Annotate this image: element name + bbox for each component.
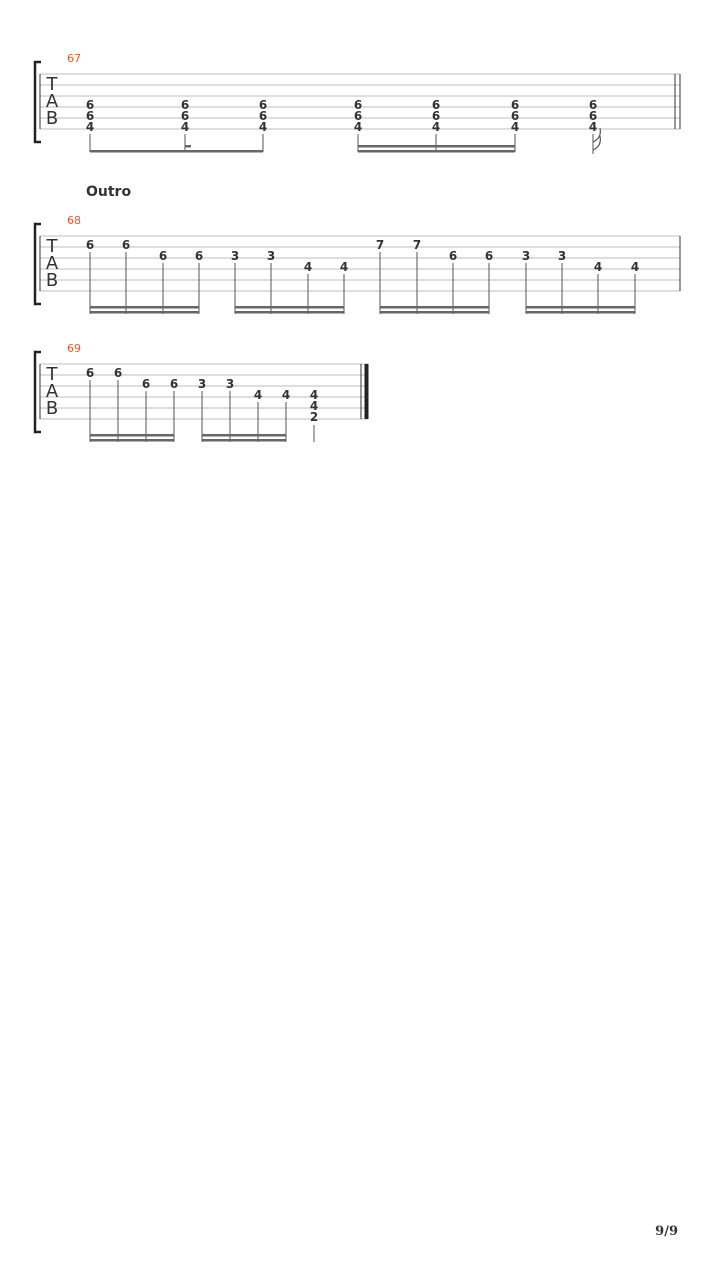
measure-number: 68 [67,214,81,227]
fret-number: 6 [121,238,131,252]
fret-number: 4 [630,260,640,274]
note-flag [593,136,600,150]
fret-number: 6 [169,377,179,391]
fret-number: 4 [510,120,520,134]
system-3 [35,342,369,442]
fret-number: 4 [180,120,190,134]
note-beam [526,311,635,314]
measure-number: 69 [67,342,81,355]
tab-clef-t: T [46,236,58,257]
fret-number: 4 [85,120,95,134]
fret-number: 6 [194,249,204,263]
note-beam [235,306,344,309]
note-beam [90,434,174,437]
fret-number: 4 [281,388,291,402]
fret-number: 4 [253,388,263,402]
note-beam-stub [185,145,191,148]
tab-clef-a: A [45,381,59,402]
note-beam [90,150,263,153]
fret-number: 4 [431,120,441,134]
fret-number: 6 [180,109,190,123]
tab-clef-t: T [46,74,58,95]
fret-number: 4 [353,120,363,134]
fret-number: 6 [141,377,151,391]
fret-number: 6 [158,249,168,263]
tab-clef-b: B [45,108,59,129]
fret-number: 3 [197,377,207,391]
tab-clef-b: B [45,270,59,291]
tab-clef-a: A [45,91,59,112]
note-beam [358,150,515,153]
fret-number: 6 [484,249,494,263]
fret-number: 4 [309,399,319,413]
fret-number: 4 [258,120,268,134]
fret-number: 7 [375,238,385,252]
final-barline-thick [365,364,369,419]
fret-number: 4 [309,388,319,402]
fret-number: 3 [557,249,567,263]
fret-number: 6 [431,98,441,112]
note-beam [90,311,199,314]
fret-number: 6 [510,109,520,123]
note-beam [90,439,174,442]
note-beam [90,306,199,309]
fret-number: 3 [521,249,531,263]
tab-clef-b: B [45,398,59,419]
fret-number: 6 [85,109,95,123]
system-2 [35,214,680,314]
section-label-outro: Outro [86,184,132,200]
fret-number: 2 [309,410,319,424]
fret-number: 6 [588,109,598,123]
fret-number: 6 [448,249,458,263]
note-beam [235,311,344,314]
fret-number: 6 [85,98,95,112]
fret-number: 6 [85,238,95,252]
page-number: 9/9 [655,1224,678,1239]
measure-number: 67 [67,52,81,65]
fret-number: 6 [258,98,268,112]
fret-number: 4 [303,260,313,274]
note-beam [202,434,286,437]
fret-number: 6 [510,98,520,112]
fret-number: 6 [353,109,363,123]
tab-clef-t: T [46,364,58,385]
fret-number: 4 [339,260,349,274]
note-beam [202,439,286,442]
fret-number: 4 [593,260,603,274]
system-1 [35,52,680,154]
tab-clef-a: A [45,253,59,274]
fret-number: 3 [266,249,276,263]
fret-number: 6 [85,366,95,380]
fret-number: 6 [180,98,190,112]
fret-number: 7 [412,238,422,252]
fret-number: 6 [258,109,268,123]
note-beam [380,311,489,314]
note-beam [380,306,489,309]
note-beam [526,306,635,309]
note-beam [358,145,515,148]
fret-number: 3 [225,377,235,391]
fret-number: 6 [588,98,598,112]
fret-number: 3 [230,249,240,263]
fret-number: 6 [431,109,441,123]
fret-number: 4 [588,120,598,134]
fret-number: 6 [113,366,123,380]
fret-number: 6 [353,98,363,112]
